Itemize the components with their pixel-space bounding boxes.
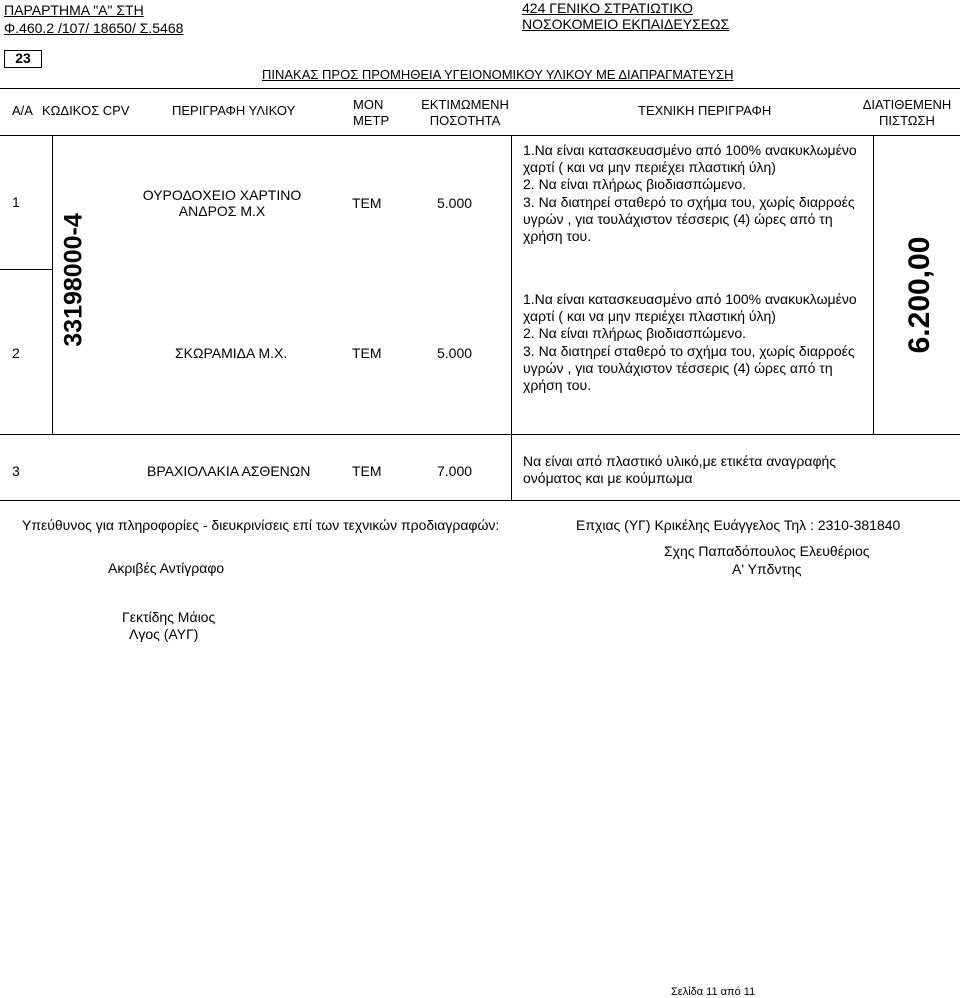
copy-label: Ακριβές Αντίγραφο xyxy=(108,560,225,576)
page-number: Σελίδα 11 από 11 xyxy=(671,986,756,998)
row-2-description: ΣΚΩΡΑΜΙΔΑ Μ.Χ. xyxy=(175,345,288,361)
row-3-technical xyxy=(523,453,836,487)
row-1-number: 1 xyxy=(12,194,20,210)
credit-amount: 6.200,00 xyxy=(903,236,936,354)
row-2-tech-line: χρήση του. xyxy=(523,377,592,394)
officer-name: Σχης Παπαδόπουλος Ελευθέριος xyxy=(664,543,870,559)
column-header-quantity-line2: ΠΟΣΟΤΗΤΑ xyxy=(429,113,501,128)
column-divider-credit-left xyxy=(873,135,874,435)
header-divider xyxy=(0,135,960,136)
annex-number-box: 23 xyxy=(4,50,42,68)
row-1-tech-line: χαρτί ( και να μην περιέχει πλαστική ύλη) xyxy=(523,159,776,176)
row-2-quantity: 5.000 xyxy=(437,345,473,361)
row-2-tech-line: χαρτί ( και να μην περιέχει πλαστική ύλη) xyxy=(523,308,776,325)
column-header-unit xyxy=(353,97,390,129)
column-header-aa: Α/Α xyxy=(12,103,33,118)
column-header-quantity xyxy=(420,97,510,129)
row-3-number: 3 xyxy=(12,463,20,479)
row-2-tech-line: 3. Να διατηρεί σταθερό το σχήμα του, χωρίς διαρροές xyxy=(523,342,855,359)
row-3-description: ΒΡΑΧΙΟΛΑΚΙΑ ΑΣΘΕΝΩΝ xyxy=(147,463,311,479)
signer-rank: Λγος (ΑΥΓ) xyxy=(129,626,199,642)
row-1-technical xyxy=(523,142,857,245)
row-1-description-line1: ΟΥΡΟΔΟΧΕΙΟ ΧΑΡΤΙΝΟ xyxy=(142,187,302,203)
row-1-tech-line: 1.Να είναι κατασκευασμένο από 100% ανακυκλωμένο xyxy=(523,142,857,158)
cpv-code: 33198000-4 xyxy=(59,213,88,347)
row-3-quantity: 7.000 xyxy=(437,463,473,479)
row-2-number: 2 xyxy=(12,345,20,361)
row-1-unit: ΤΕΜ xyxy=(352,195,382,211)
contact-person: Επχιας (ΥΓ) Κρικέλης Ευάγγελος Τηλ : 2310-381840 xyxy=(576,517,901,533)
column-header-quantity-line1: ΕΚΤΙΜΩΜΕΝΗ xyxy=(421,97,509,112)
row-divider-3 xyxy=(0,500,960,501)
row-divider-2 xyxy=(0,434,960,435)
row-3-unit: ΤΕΜ xyxy=(352,463,382,479)
column-header-cpv: ΚΩΔΙΚΟΣ CPV xyxy=(42,103,130,118)
row-1-tech-line: 2. Να είναι πλήρως βιοδιασπώμενο. xyxy=(523,176,747,193)
row-1-tech-line: χρήση του. xyxy=(523,228,592,245)
row-1-tech-line: υγρών , για τουλάχιστον τέσσερις (4) ώρες από τη xyxy=(523,210,833,227)
annex-title: ΠΑΡΑΡΤΗΜΑ "Α" ΣΤΗ xyxy=(4,2,144,18)
row-1-description-line2: ΑΝΔΡΟΣ Μ.Χ xyxy=(178,203,266,219)
column-header-unit-line2: ΜΕΤΡ xyxy=(353,113,390,128)
column-header-credit-line1: ΔΙΑΤΙΘΕΜΕΝΗ xyxy=(862,97,952,112)
hospital-name-line2: ΝΟΣΟΚΟΜΕΙΟ ΕΚΠΑΙΔΕΥΣΕΩΣ xyxy=(522,16,730,32)
officer-role: Α' Υπδντης xyxy=(732,561,802,577)
column-header-unit-line1: ΜΟΝ xyxy=(353,97,384,112)
row-1-tech-line: 3. Να διατηρεί σταθερό το σχήμα του, χωρίς διαρροές xyxy=(523,193,855,210)
row-2-tech-line: 1.Να είναι κατασκευασμένο από 100% ανακυκλωμένο xyxy=(523,291,857,307)
row-3-tech-line: ονόματος και με κούμπωμα xyxy=(523,470,693,487)
row-1-description xyxy=(132,187,312,219)
cpv-code-cell xyxy=(53,158,95,402)
row-2-tech-line: 2. Να είναι πλήρως βιοδιασπώμενο. xyxy=(523,325,747,342)
row-2-tech-line: υγρών , για τουλάχιστον τέσσερις (4) ώρες από τη xyxy=(523,359,833,376)
credit-amount-cell xyxy=(890,170,950,420)
column-header-technical: ΤΕΧΝΙΚΗ ΠΕΡΙΓΡΑΦΗ xyxy=(638,103,772,118)
row-2-unit: ΤΕΜ xyxy=(352,345,382,361)
column-header-credit-line2: ΠΙΣΤΩΣΗ xyxy=(879,113,935,128)
table-caption: ΠΙΝΑΚΑΣ ΠΡΟΣ ΠΡΟΜΗΘΕΙΑ ΥΓΕΙΟΝΟΜΙΚΟΥ ΥΛΙΚΟΥ ΜΕ ΔΙΑΠΡΑΓΜΑΤΕΥΣΗ xyxy=(262,67,734,82)
table-border-top xyxy=(0,88,960,89)
row-2-technical xyxy=(523,291,857,394)
responsible-label: Υπεύθυνος για πληροφορίες - διευκρινίσεις επί των τεχνικών προδιαγραφών: xyxy=(22,517,500,533)
row-divider-1 xyxy=(0,269,52,270)
hospital-name-line1: 424 ΓΕΝΙΚΟ ΣΤΡΑΤΙΩΤΙΚΟ xyxy=(522,0,693,16)
column-divider-tech-left xyxy=(511,135,512,501)
row-3-tech-line: Να είναι από πλαστικό υλικό,με ετικέτα αναγραφής xyxy=(523,453,837,469)
column-header-description: ΠΕΡΙΓΡΑΦΗ ΥΛΙΚΟΥ xyxy=(172,103,296,118)
signer-name: Γεκτίδης Μάιος xyxy=(122,609,216,625)
column-header-credit xyxy=(856,97,958,129)
annex-reference: Φ.460.2 /107/ 18650/ Σ.5468 xyxy=(4,20,184,36)
row-1-quantity: 5.000 xyxy=(437,195,473,211)
